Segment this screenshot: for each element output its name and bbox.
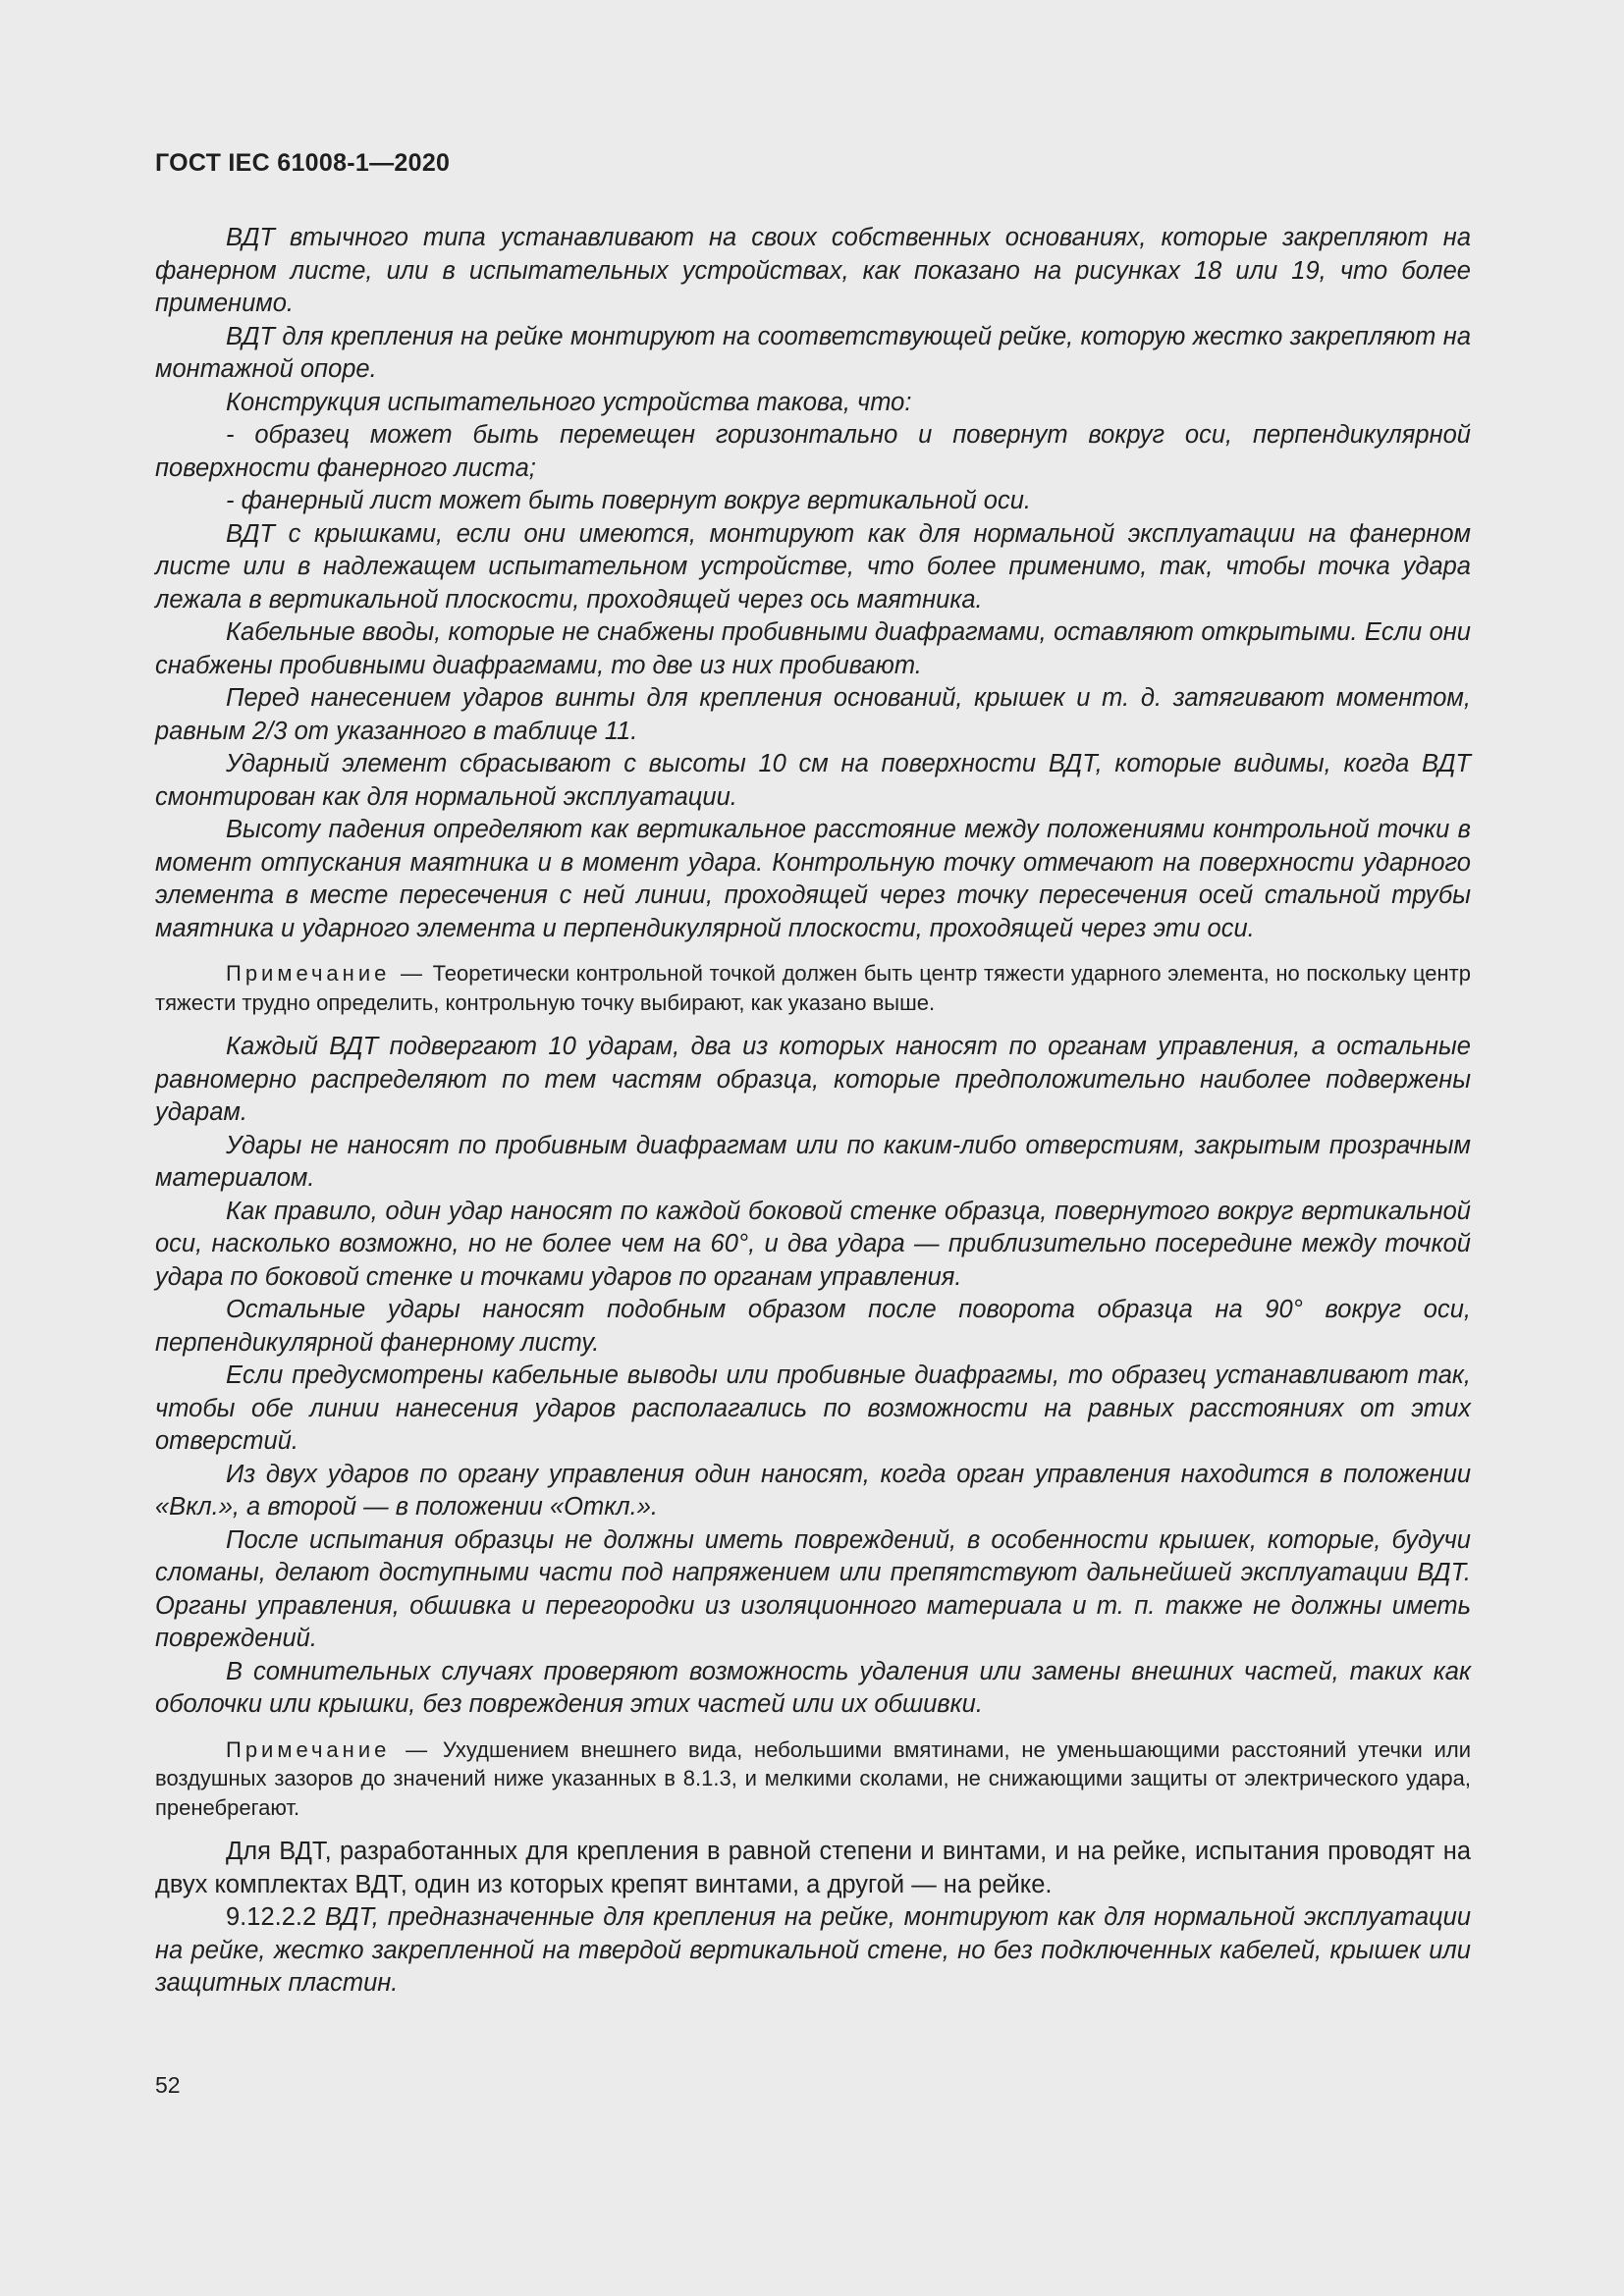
paragraph: Кабельные вводы, которые не снабжены пробивными диафрагмами, оставляют открытыми. Если они снабжены пробивными диафрагмами, то две из них пробивают. <box>155 618 1471 679</box>
paragraph: Конструкция испытательного устройства такова, что: <box>226 388 912 416</box>
note-text: Ухудшением внешнего вида, небольшими вмятинами, не уменьшающими расстояний утечки или воздушных зазоров до значений ниже указанных в 8.1.3, и мелкими сколами, не снижающими защиты от электрического удара, пренебрегают. <box>155 1736 1472 1820</box>
list-item: - образец может быть перемещен горизонтально и повернут вокруг оси, перпендикулярной поверхности фанерного листа; <box>155 421 1471 482</box>
note <box>155 959 1471 1017</box>
paragraph: Из двух ударов по органу управления один наносят, когда орган управления находится в положении «Вкл.», а второй — в положении «Откл.». <box>155 1460 1471 1521</box>
paragraph: Если предусмотрены кабельные выводы или пробивные диафрагмы, то образец устанавливают так, чтобы обе линии нанесения ударов располагались по возможности на равных расстояниях от этих отверстий. <box>155 1362 1471 1455</box>
paragraph: Высоту падения определяют как вертикальное расстояние между положениями контрольной точки в момент отпускания маятника и в момент удара. Контрольную точку отмечают на поверхности ударного элемента в месте пересечения с ней линии, проходящей через точку пересечения осей стальной трубы маятника и ударного элемента и перпендикулярной плоскости, проходящей через эти оси. <box>155 816 1471 942</box>
paragraph: Как правило, один удар наносят по каждой боковой стенке образца, повернутого вокруг вертикальной оси, насколько возможно, но не более чем на 60°, и два удара — приблизительно посередине между точкой удара по боковой стенке и точками ударов по органам управления. <box>155 1197 1471 1291</box>
paragraph: ВДТ для крепления на рейке монтируют на соответствующей рейке, которую жестко закрепляют на монтажной опоре. <box>155 322 1471 383</box>
body-text <box>155 222 1471 2001</box>
paragraph: ВДТ втычного типа устанавливают на своих собственных основаниях, которые закрепляют на фанерном листе, или в испытательных устройствах, как показано на рисунках 18 или 19, что более применимо. <box>155 224 1471 317</box>
paragraph: После испытания образцы не должны иметь повреждений, в особенности крышек, которые, будучи сломаны, делают доступными части под напряжением или препятствуют дальнейшей эксплуатации ВДТ. Органы управления, обшивка и перегородки из изоляционного материала и т. п. также не должны иметь повреждений. <box>155 1525 1471 1652</box>
note-label: Примечание — <box>226 1736 432 1762</box>
paragraph: Удары не наносят по пробивным диафрагмам или по каким-либо отверстиям, закрытым прозрачным материалом. <box>155 1131 1471 1192</box>
paragraph: В сомнительных случаях проверяют возможность удаления или замены внешних частей, таких как оболочки или крышки, без повреждения этих частей или их обшивки. <box>155 1657 1471 1718</box>
paragraph: Перед нанесением ударов винты для крепления оснований, крышек и т. д. затягивают моментом, равным 2/3 от указанного в таблице 11. <box>155 684 1471 745</box>
note-label: Примечание — <box>226 961 426 986</box>
paragraph: ВДТ с крышками, если они имеются, монтируют как для нормальной эксплуатации на фанерном листе или в надлежащем испытательном устройстве, что более применимо, так, чтобы точка удара лежала в вертикальной плоскости, проходящей через ось маятника. <box>155 519 1471 614</box>
clause-paragraph <box>155 1901 1471 2001</box>
paragraph: Остальные удары наносят подобным образом после поворота образца на 90° вокруг оси, перпендикулярной фанерному листу. <box>155 1296 1471 1357</box>
paragraph: Для ВДТ, разработанных для крепления в равной степени и винтами, и на рейке, испытания проводят на двух комплектах ВДТ, один из которых крепят винтами, а другой — на рейке. <box>155 1838 1471 1898</box>
list-item: - фанерный лист может быть повернут вокруг вертикальной оси. <box>226 487 1031 514</box>
page-header: ГОСТ IEC 61008-1—2020 <box>155 149 451 177</box>
note-text: Теоретически контрольной точкой должен быть центр тяжести ударного элемента, но поскольку центр тяжести трудно определить, контрольную точку выбирают, как указано выше. <box>155 961 1471 1015</box>
paragraph: Ударный элемент сбрасывают с высоты 10 см на поверхности ВДТ, которые видимы, когда ВДТ смонтирован как для нормальной эксплуатации. <box>155 750 1471 811</box>
paragraph: Каждый ВДТ подвергают 10 ударам, два из которых наносят по органам управления, а остальные равномерно распределяют по тем частям образца, которые предположительно наиболее подвержены ударам. <box>155 1033 1471 1126</box>
clause-text: ВДТ, предназначенные для крепления на рейке, монтируют как для нормальной эксплуатации на рейке, жестко закрепленной на твердой вертикальной стене, но без подключенных кабелей, крышек или защитных пластин. <box>155 1903 1471 1997</box>
note <box>155 1735 1471 1823</box>
clause-number: 9.12.2.2 <box>226 1903 317 1931</box>
page-number: 52 <box>155 2072 181 2098</box>
